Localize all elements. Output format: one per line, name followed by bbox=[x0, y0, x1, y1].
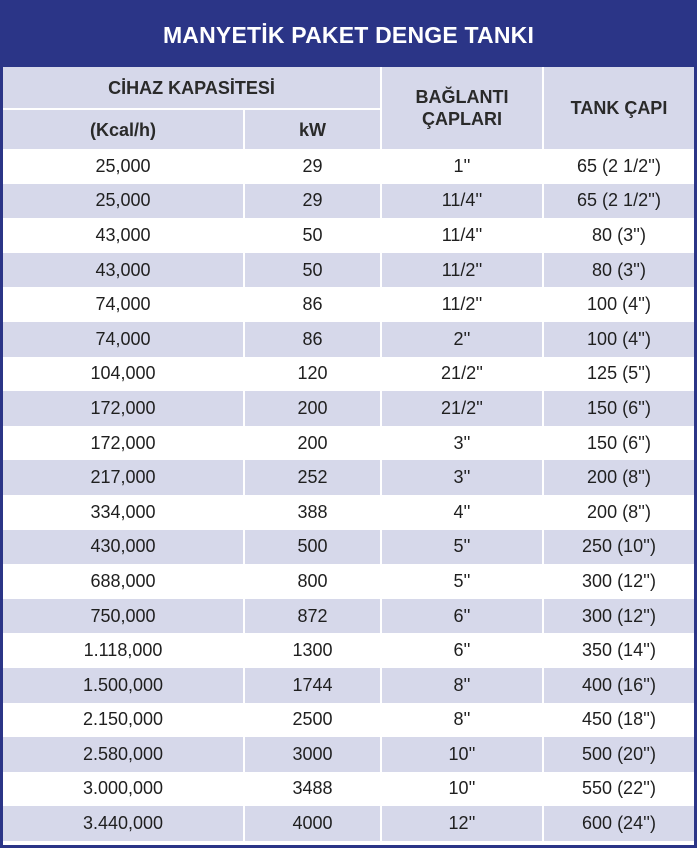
cell-kcal: 43,000 bbox=[3, 253, 243, 288]
header-connection bbox=[380, 67, 542, 149]
cell-connection: 6'' bbox=[380, 599, 542, 634]
cell-kw: 29 bbox=[243, 149, 380, 184]
cell-connection: 12'' bbox=[380, 806, 542, 841]
cell-connection: 21/2'' bbox=[380, 391, 542, 426]
cell-tank: 80 (3'') bbox=[542, 253, 694, 288]
cell-tank: 450 (18'') bbox=[542, 703, 694, 738]
cell-kcal: 2.150,000 bbox=[3, 703, 243, 738]
cell-connection: 4'' bbox=[380, 495, 542, 530]
cell-kcal: 3.000,000 bbox=[3, 772, 243, 807]
cell-kw: 388 bbox=[243, 495, 380, 530]
cell-tank: 150 (6'') bbox=[542, 391, 694, 426]
cell-tank: 300 (12'') bbox=[542, 599, 694, 634]
cell-connection: 6'' bbox=[380, 633, 542, 668]
cell-tank: 100 (4'') bbox=[542, 322, 694, 357]
spec-table bbox=[3, 67, 694, 841]
cell-connection: 21/2'' bbox=[380, 357, 542, 392]
cell-kw: 3488 bbox=[243, 772, 380, 807]
cell-tank: 200 (8'') bbox=[542, 495, 694, 530]
cell-connection: 3'' bbox=[380, 460, 542, 495]
cell-kw: 120 bbox=[243, 357, 380, 392]
cell-tank: 65 (2 1/2'') bbox=[542, 184, 694, 219]
cell-kw: 3000 bbox=[243, 737, 380, 772]
cell-kw: 50 bbox=[243, 218, 380, 253]
cell-tank: 500 (20'') bbox=[542, 737, 694, 772]
cell-kcal: 74,000 bbox=[3, 322, 243, 357]
header-connection-line1: BAĞLANTI bbox=[415, 87, 509, 107]
cell-connection: 2'' bbox=[380, 322, 542, 357]
cell-kcal: 25,000 bbox=[3, 184, 243, 219]
cell-connection: 11/2'' bbox=[380, 287, 542, 322]
cell-kw: 1300 bbox=[243, 633, 380, 668]
cell-tank: 100 (4'') bbox=[542, 287, 694, 322]
cell-kw: 29 bbox=[243, 184, 380, 219]
header-kcal: (Kcal/h) bbox=[3, 108, 243, 149]
cell-kcal: 1.118,000 bbox=[3, 633, 243, 668]
cell-connection: 11/2'' bbox=[380, 253, 542, 288]
cell-kw: 86 bbox=[243, 322, 380, 357]
header-capacity: CİHAZ KAPASİTESİ bbox=[3, 67, 380, 108]
cell-kw: 872 bbox=[243, 599, 380, 634]
cell-tank: 200 (8'') bbox=[542, 460, 694, 495]
cell-connection: 11/4'' bbox=[380, 184, 542, 219]
cell-tank: 80 (3'') bbox=[542, 218, 694, 253]
cell-kcal: 1.500,000 bbox=[3, 668, 243, 703]
table-title: MANYETİK PAKET DENGE TANKI bbox=[3, 3, 694, 67]
cell-connection: 5'' bbox=[380, 564, 542, 599]
cell-connection: 5'' bbox=[380, 530, 542, 565]
header-kw: kW bbox=[243, 108, 380, 149]
cell-kcal: 43,000 bbox=[3, 218, 243, 253]
header-tank: TANK ÇAPI bbox=[542, 67, 694, 149]
cell-tank: 300 (12'') bbox=[542, 564, 694, 599]
cell-kcal: 334,000 bbox=[3, 495, 243, 530]
cell-connection: 11/4'' bbox=[380, 218, 542, 253]
cell-kcal: 750,000 bbox=[3, 599, 243, 634]
cell-kw: 50 bbox=[243, 253, 380, 288]
cell-tank: 65 (2 1/2'') bbox=[542, 149, 694, 184]
cell-kw: 200 bbox=[243, 426, 380, 461]
cell-connection: 3'' bbox=[380, 426, 542, 461]
header-connection-line2: ÇAPLARI bbox=[422, 109, 502, 129]
cell-tank: 125 (5'') bbox=[542, 357, 694, 392]
cell-tank: 350 (14'') bbox=[542, 633, 694, 668]
cell-kcal: 25,000 bbox=[3, 149, 243, 184]
cell-kcal: 688,000 bbox=[3, 564, 243, 599]
cell-kcal: 172,000 bbox=[3, 426, 243, 461]
cell-connection: 8'' bbox=[380, 668, 542, 703]
cell-kw: 500 bbox=[243, 530, 380, 565]
cell-kw: 2500 bbox=[243, 703, 380, 738]
cell-tank: 400 (16'') bbox=[542, 668, 694, 703]
cell-kcal: 172,000 bbox=[3, 391, 243, 426]
cell-connection: 10'' bbox=[380, 772, 542, 807]
cell-kw: 800 bbox=[243, 564, 380, 599]
cell-tank: 250 (10'') bbox=[542, 530, 694, 565]
cell-kw: 200 bbox=[243, 391, 380, 426]
cell-kcal: 430,000 bbox=[3, 530, 243, 565]
cell-connection: 1'' bbox=[380, 149, 542, 184]
cell-tank: 550 (22'') bbox=[542, 772, 694, 807]
cell-kcal: 217,000 bbox=[3, 460, 243, 495]
cell-kw: 86 bbox=[243, 287, 380, 322]
cell-kcal: 74,000 bbox=[3, 287, 243, 322]
cell-kw: 4000 bbox=[243, 806, 380, 841]
cell-kw: 1744 bbox=[243, 668, 380, 703]
cell-kw: 252 bbox=[243, 460, 380, 495]
cell-tank: 150 (6'') bbox=[542, 426, 694, 461]
cell-kcal: 3.440,000 bbox=[3, 806, 243, 841]
cell-tank: 600 (24'') bbox=[542, 806, 694, 841]
cell-connection: 8'' bbox=[380, 703, 542, 738]
cell-connection: 10'' bbox=[380, 737, 542, 772]
cell-kcal: 104,000 bbox=[3, 357, 243, 392]
cell-kcal: 2.580,000 bbox=[3, 737, 243, 772]
